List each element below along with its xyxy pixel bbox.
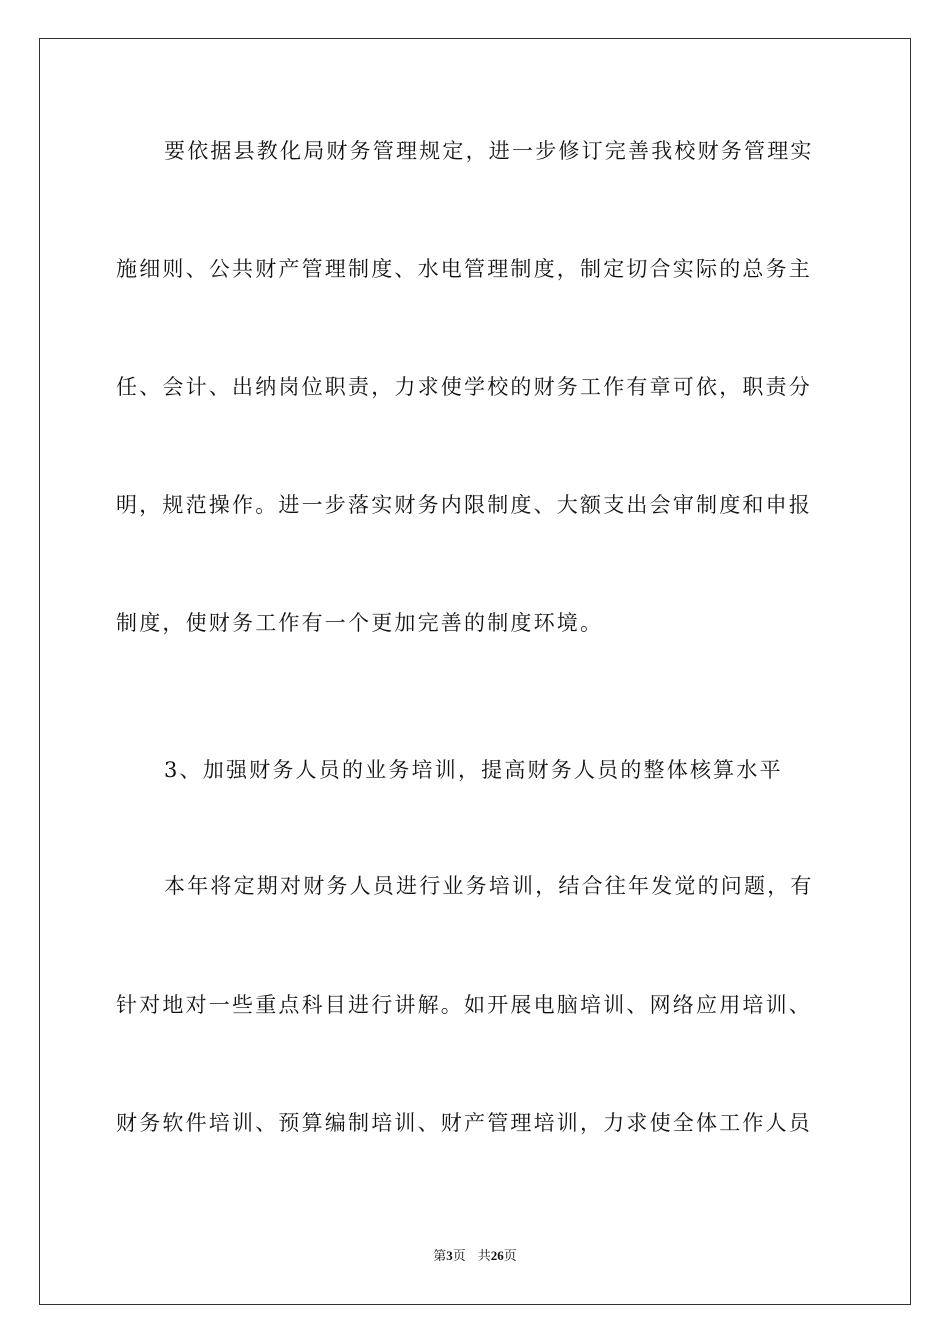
paragraph-line: 要依据县教化局财务管理规定，进一步修订完善我校财务管理实 <box>164 139 814 163</box>
paragraph-line: 任、会计、出纳岗位职责，力求使学校的财务工作有章可依，职责分 <box>116 375 812 399</box>
paragraph-line: 施细则、公共财产管理制度、水电管理制度，制定切合实际的总务主 <box>116 257 812 281</box>
paragraph-line: 财务软件培训、预算编制培训、财产管理培训，力求使全体工作人员 <box>116 1111 812 1135</box>
paragraph-line: 制度，使财务工作有一个更加完善的制度环境。 <box>116 611 604 635</box>
section-heading: 3、加强财务人员的业务培训，提高财务人员的整体核算水平 <box>164 758 783 782</box>
paragraph-line: 本年将定期对财务人员进行业务培训，结合往年发觉的问题，有 <box>164 874 814 898</box>
total-pages: 26 <box>490 1248 504 1263</box>
total-suffix: 页 <box>503 1248 517 1263</box>
page-prefix: 第 <box>433 1248 447 1263</box>
total-prefix: 共 <box>477 1248 491 1263</box>
page-number: 3 <box>446 1248 453 1263</box>
page-footer <box>0 1247 950 1265</box>
paragraph-line: 明，规范操作。进一步落实财务内限制度、大额支出会审制度和申报 <box>116 493 812 517</box>
paragraph-line: 针对地对一些重点科目进行讲解。如开展电脑培训、网络应用培训、 <box>116 993 812 1017</box>
page-suffix: 页 <box>452 1248 466 1263</box>
